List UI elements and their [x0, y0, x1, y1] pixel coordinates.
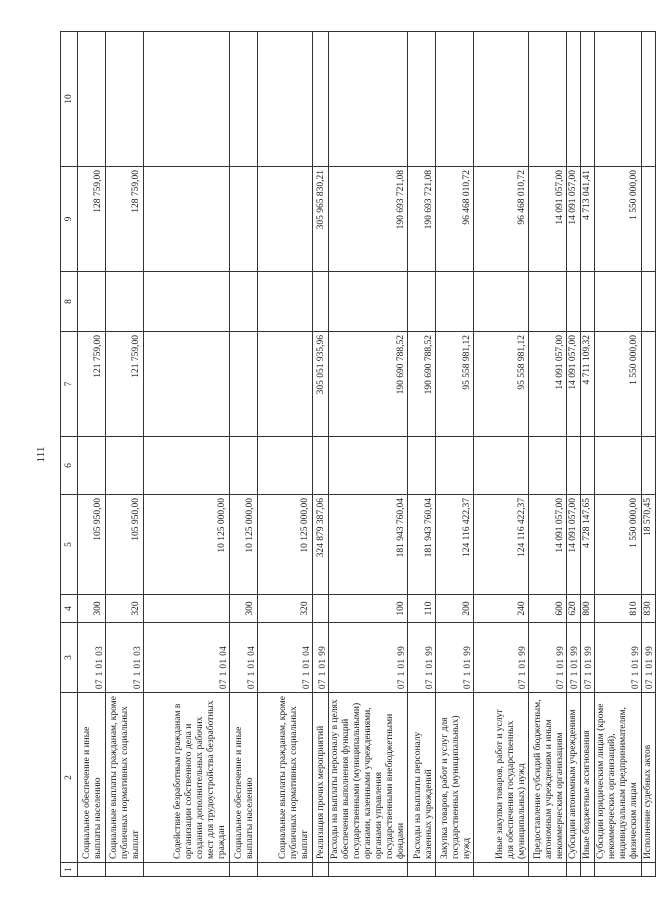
value-col9	[230, 167, 258, 272]
row-name: Иные бюджетные ассигнования	[581, 693, 595, 863]
value-col6	[258, 437, 313, 495]
value-col5: 124 116 422,37	[436, 495, 474, 595]
row-code: 07 1 01 99	[641, 623, 655, 693]
value-col8	[258, 272, 313, 332]
row-code: 07 1 01 99	[313, 623, 329, 693]
first-col-cell	[581, 863, 595, 877]
first-col-cell	[106, 863, 144, 877]
value-col5: 324 879 387,06	[313, 495, 329, 595]
value-col7: 190 690 788,52	[408, 332, 436, 437]
value-col7	[230, 332, 258, 437]
row-code: 07 1 01 04	[144, 623, 230, 693]
col-header-2: 2	[61, 693, 78, 863]
first-col-cell	[641, 863, 655, 877]
value-col7: 4 711 109,32	[581, 332, 595, 437]
table-row	[641, 32, 655, 877]
row-name: Социальное обеспечение и иные выплаты населению	[78, 693, 106, 863]
row-name: Предоставление субсидий бюджетным, автономным учреждениям и иным некоммерческим организациям	[529, 693, 567, 863]
value-col9: 14 091 057,00	[567, 167, 581, 272]
row-name: Расходы на выплаты персоналу казенных учреждений	[408, 693, 436, 863]
row-name: Социальные выплаты гражданам, кроме публичных нормативных социальных выплат	[106, 693, 144, 863]
first-col-cell	[567, 863, 581, 877]
value-col9: 4 713 041,41	[581, 167, 595, 272]
value-col8	[567, 272, 581, 332]
first-col-cell	[595, 863, 642, 877]
value-col10	[641, 32, 655, 167]
value-col6	[567, 437, 581, 495]
first-col-cell	[230, 863, 258, 877]
row-vr: 200	[436, 595, 474, 623]
value-col5: 10 125 000,00	[230, 495, 258, 595]
value-col7: 95 558 981,12	[474, 332, 529, 437]
value-col6	[144, 437, 230, 495]
row-code: 07 1 01 99	[529, 623, 567, 693]
table-row	[258, 32, 313, 877]
value-col6	[313, 437, 329, 495]
row-vr	[313, 595, 329, 623]
value-col8	[329, 272, 408, 332]
column-header-row	[61, 32, 78, 877]
value-col6	[106, 437, 144, 495]
value-col5: 18 570,45	[641, 495, 655, 595]
value-col9	[258, 167, 313, 272]
value-col6	[641, 437, 655, 495]
first-col-cell	[474, 863, 529, 877]
col-header-8: 8	[61, 272, 78, 332]
table-row	[408, 32, 436, 877]
value-col10	[144, 32, 230, 167]
col-header-7: 7	[61, 332, 78, 437]
table-row	[474, 32, 529, 877]
value-col9: 190 693 721,08	[329, 167, 408, 272]
row-vr: 600	[529, 595, 567, 623]
value-col10	[78, 32, 106, 167]
row-name: Закупка товаров, работ и услуг для государственных (муниципальных) нужд	[436, 693, 474, 863]
value-col9	[641, 167, 655, 272]
first-col-cell	[313, 863, 329, 877]
value-col7: 190 690 788,52	[329, 332, 408, 437]
row-code: 07 1 01 04	[258, 623, 313, 693]
row-name: Субсидии автономным учреждениям	[567, 693, 581, 863]
row-name: Реализация прочих мероприятий	[313, 693, 329, 863]
row-code: 07 1 01 99	[581, 623, 595, 693]
value-col6	[329, 437, 408, 495]
first-col-cell	[144, 863, 230, 877]
value-col7: 95 558 981,12	[436, 332, 474, 437]
first-col-cell	[436, 863, 474, 877]
value-col6	[436, 437, 474, 495]
rotated-page	[35, 32, 654, 877]
value-col9: 14 091 057,00	[529, 167, 567, 272]
value-col10	[230, 32, 258, 167]
row-vr: 300	[230, 595, 258, 623]
col-header-5: 5	[61, 495, 78, 595]
row-code: 07 1 01 03	[106, 623, 144, 693]
table-row	[595, 32, 642, 877]
row-code: 07 1 01 99	[408, 623, 436, 693]
value-col7	[641, 332, 655, 437]
value-col7: 14 091 057,00	[529, 332, 567, 437]
row-name: Иные закупки товаров, работ и услуг для обеспечения государственных (муниципальных) нужд	[474, 693, 529, 863]
value-col6	[408, 437, 436, 495]
row-code: 07 1 01 99	[436, 623, 474, 693]
value-col7: 121 759,00	[106, 332, 144, 437]
row-vr: 240	[474, 595, 529, 623]
value-col6	[595, 437, 642, 495]
value-col5: 181 943 760,04	[329, 495, 408, 595]
table-row	[106, 32, 144, 877]
first-col-cell	[258, 863, 313, 877]
row-vr: 800	[581, 595, 595, 623]
col-header-3: 3	[61, 623, 78, 693]
row-vr: 620	[567, 595, 581, 623]
row-vr: 100	[329, 595, 408, 623]
value-col6	[529, 437, 567, 495]
col-header-10: 10	[61, 32, 78, 167]
col-header-1: 1	[61, 863, 78, 877]
value-col7	[144, 332, 230, 437]
page-number: 111	[35, 446, 47, 463]
row-vr: 110	[408, 595, 436, 623]
row-name: Исполнение судебных актов	[641, 693, 655, 863]
value-col7: 14 091 057,00	[567, 332, 581, 437]
table-row	[230, 32, 258, 877]
value-col8	[581, 272, 595, 332]
table-row	[581, 32, 595, 877]
row-code: 07 1 01 03	[78, 623, 106, 693]
value-col9: 96 468 010,72	[474, 167, 529, 272]
value-col7: 1 550 000,00	[595, 332, 642, 437]
value-col9: 190 693 721,08	[408, 167, 436, 272]
value-col8	[78, 272, 106, 332]
table-row	[529, 32, 567, 877]
row-vr: 320	[258, 595, 313, 623]
value-col10	[595, 32, 642, 167]
row-code: 07 1 01 99	[567, 623, 581, 693]
value-col5: 14 091 057,00	[567, 495, 581, 595]
row-vr: 320	[106, 595, 144, 623]
table-row	[144, 32, 230, 877]
value-col5: 10 125 000,00	[144, 495, 230, 595]
value-col8	[529, 272, 567, 332]
value-col9: 128 759,00	[106, 167, 144, 272]
value-col8	[408, 272, 436, 332]
row-vr: 810	[595, 595, 642, 623]
row-vr	[144, 595, 230, 623]
table-row	[329, 32, 408, 877]
value-col9	[144, 167, 230, 272]
table-row	[313, 32, 329, 877]
value-col10	[106, 32, 144, 167]
value-col6	[581, 437, 595, 495]
value-col10	[474, 32, 529, 167]
value-col7: 121 759,00	[78, 332, 106, 437]
first-col-cell	[529, 863, 567, 877]
row-code: 07 1 01 99	[474, 623, 529, 693]
value-col6	[474, 437, 529, 495]
table-row	[78, 32, 106, 877]
value-col6	[230, 437, 258, 495]
row-name: Содействие безработным гражданам в организации собственного дела и создании дополнительных рабочих мест для трудоустройства безработных граждан	[144, 693, 230, 863]
row-vr: 830	[641, 595, 655, 623]
row-code: 07 1 01 99	[595, 623, 642, 693]
value-col9: 1 550 000,00	[595, 167, 642, 272]
value-col10	[529, 32, 567, 167]
value-col5: 181 943 760,04	[408, 495, 436, 595]
value-col5: 105 950,00	[78, 495, 106, 595]
col-header-9: 9	[61, 167, 78, 272]
row-name: Социальные выплаты гражданам, кроме публичных нормативных социальных выплат	[258, 693, 313, 863]
value-col5: 124 116 422,37	[474, 495, 529, 595]
value-col9: 96 468 010,72	[436, 167, 474, 272]
value-col5: 14 091 057,00	[529, 495, 567, 595]
value-col10	[258, 32, 313, 167]
value-col5: 1 550 000,00	[595, 495, 642, 595]
row-name: Социальное обеспечение и иные выплаты населению	[230, 693, 258, 863]
value-col6	[78, 437, 106, 495]
value-col7: 305 051 935,96	[313, 332, 329, 437]
row-code: 07 1 01 04	[230, 623, 258, 693]
value-col5: 4 728 147,65	[581, 495, 595, 595]
value-col8	[595, 272, 642, 332]
value-col10	[581, 32, 595, 167]
table-row	[567, 32, 581, 877]
budget-table	[60, 31, 656, 877]
value-col5: 10 125 000,00	[258, 495, 313, 595]
value-col8	[436, 272, 474, 332]
value-col7	[258, 332, 313, 437]
value-col9: 305 965 830,21	[313, 167, 329, 272]
first-col-cell	[78, 863, 106, 877]
value-col8	[474, 272, 529, 332]
value-col5: 105 950,00	[106, 495, 144, 595]
value-col9: 128 759,00	[78, 167, 106, 272]
value-col10	[329, 32, 408, 167]
value-col10	[567, 32, 581, 167]
value-col10	[313, 32, 329, 167]
value-col8	[144, 272, 230, 332]
row-name: Расходы на выплаты персоналу в целях обеспечения выполнения функций государственными (муниципальными) органами, казенными учреждениями, органами управления государственными внебюджетными фондами	[329, 693, 408, 863]
row-name: Субсидии юридическим лицам (кроме некоммерческих организаций), индивидуальным предпринимателям, физическим лицам	[595, 693, 642, 863]
value-col8	[230, 272, 258, 332]
value-col10	[408, 32, 436, 167]
col-header-4: 4	[61, 595, 78, 623]
value-col8	[641, 272, 655, 332]
row-vr: 300	[78, 595, 106, 623]
value-col10	[436, 32, 474, 167]
first-col-cell	[329, 863, 408, 877]
value-col8	[106, 272, 144, 332]
row-code: 07 1 01 99	[329, 623, 408, 693]
col-header-6: 6	[61, 437, 78, 495]
table-row	[436, 32, 474, 877]
first-col-cell	[408, 863, 436, 877]
value-col8	[313, 272, 329, 332]
